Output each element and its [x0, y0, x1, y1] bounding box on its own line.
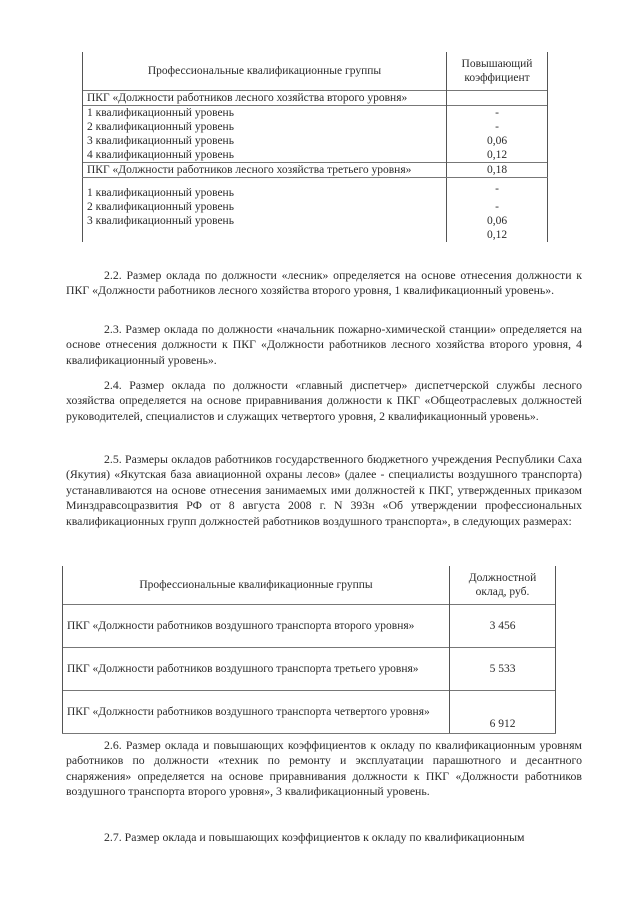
row-value: 0,06	[447, 214, 548, 228]
row-label: ПКГ «Должности работников воздушного транспорта третьего уровня»	[63, 648, 450, 691]
paragraph-2-6: 2.6. Размер оклада и повышающих коэффициентов к окладу по квалификационным уровням работников по должности «техник по ремонту и эксплуатации парашютного и десантного снаряжения» определяется на основе приравнивания должности к ПКГ «Должности работников воздушного транспорта второго уровня», 3 квалификационный уровень.	[66, 738, 582, 799]
table-row	[83, 178, 548, 201]
header-coefficient: Повышающий коэффициент	[447, 52, 548, 91]
row-value: -	[447, 120, 548, 134]
table-row	[83, 106, 548, 121]
paragraph-2-2: 2.2. Размер оклада по должности «лесник» определяется на основе отнесения должности к ПКГ «Должности работников лесного хозяйства второго уровня, 1 квалификационный уровень».	[66, 268, 582, 298]
row-label: ПКГ «Должности работников лесного хозяйства второго уровня»	[83, 91, 447, 106]
row-value: -	[447, 200, 548, 214]
row-value: -	[447, 178, 548, 201]
row-value	[447, 91, 548, 106]
table-row	[83, 91, 548, 106]
row-label: 3 квалификационный уровень	[83, 134, 447, 148]
table-row	[83, 163, 548, 178]
row-label: 3 квалификационный уровень	[83, 214, 447, 228]
paragraph-2-5: 2.5. Размеры окладов работников государственного бюджетного учреждения Республики Саха (Якутия) «Якутская база авиационной охраны лесов» (далее - специалисты воздушного транспорта) устанавливаются на основе отнесения занимаемых ими должностей к ПКГ, утвержденных приказом Минздравсоцразвития РФ от 8 августа 2008 г. N 393н «Об утверждении профессиональных квалификационных групп должностей работников воздушного транспорта», в следующих размерах:	[66, 452, 582, 528]
row-label: 4 квалификационный уровень	[83, 148, 447, 163]
table-row	[63, 648, 556, 691]
paragraph-2-3: 2.3. Размер оклада по должности «начальник пожарно-химической станции» определяется на основе отнесения должности к ПКГ «Должности работников лесного хозяйства второго уровня, 4 квалификационный уровень».	[66, 322, 582, 367]
row-label: ПКГ «Должности работников воздушного транспорта четвертого уровня»	[63, 691, 450, 734]
row-value: 0,18	[447, 163, 548, 178]
table-row	[83, 120, 548, 134]
row-value: 6 912	[450, 691, 556, 734]
row-label: ПКГ «Должности работников лесного хозяйства третьего уровня»	[83, 163, 447, 178]
row-value: 0,12	[447, 228, 548, 242]
row-value: -	[447, 106, 548, 121]
table-row	[83, 134, 548, 148]
salary-table	[62, 566, 556, 734]
table-header-row	[63, 566, 556, 605]
header-salary: Должностной оклад, руб.	[450, 566, 556, 605]
row-label: 2 квалификационный уровень	[83, 120, 447, 134]
paragraph-2-4: 2.4. Размер оклада по должности «главный диспетчер» диспетчерской службы лесного хозяйства определяется на основе приравнивания должности к ПКГ «Общеотраслевых должностей руководителей, специалистов и служащих четвертого уровня, 2 квалификационный уровень».	[66, 378, 582, 423]
table-row	[83, 148, 548, 163]
row-label: 2 квалификационный уровень	[83, 200, 447, 214]
row-value: 0,06	[447, 134, 548, 148]
row-value: 3 456	[450, 605, 556, 648]
coefficients-table	[82, 52, 548, 242]
row-label	[83, 228, 447, 242]
table-row	[63, 605, 556, 648]
table-row	[83, 200, 548, 214]
table-row	[63, 691, 556, 734]
header-groups: Профессиональные квалификационные группы	[63, 566, 450, 605]
row-label: ПКГ «Должности работников воздушного транспорта второго уровня»	[63, 605, 450, 648]
table-header-row	[83, 52, 548, 91]
table-row	[83, 228, 548, 242]
paragraph-2-7: 2.7. Размер оклада и повышающих коэффициентов к окладу по квалификационным	[104, 830, 525, 844]
row-label: 1 квалификационный уровень	[83, 178, 447, 201]
header-groups: Профессиональные квалификационные группы	[83, 52, 447, 91]
table-row	[83, 214, 548, 228]
row-value: 5 533	[450, 648, 556, 691]
row-label: 1 квалификационный уровень	[83, 106, 447, 121]
row-value: 0,12	[447, 148, 548, 163]
